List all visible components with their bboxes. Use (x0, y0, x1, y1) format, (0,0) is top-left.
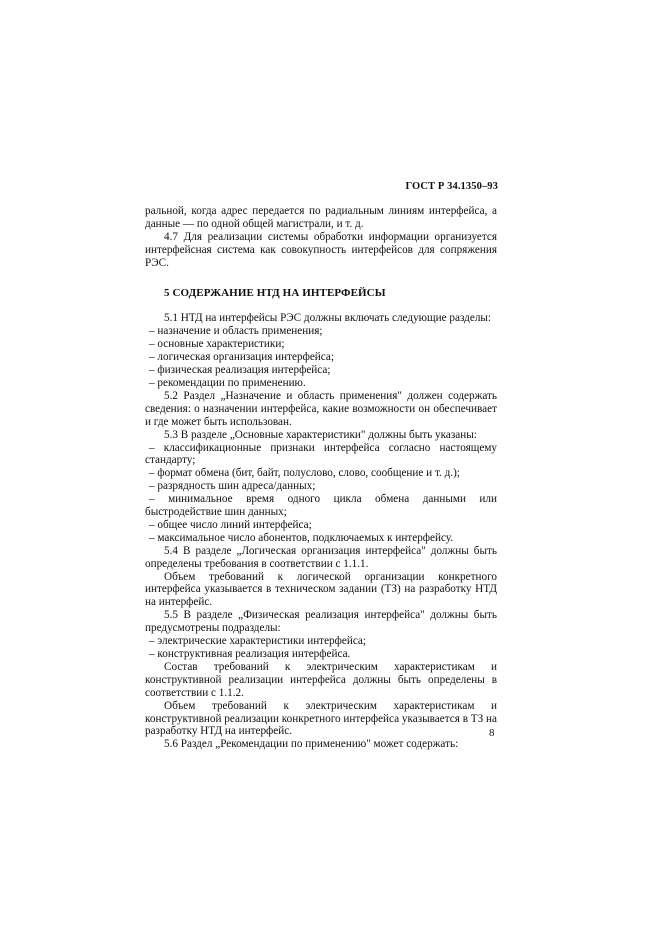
paragraph: 5.5 В разделе „Физическая реализация интерфейса" должны быть предусмотрены подразделы: (145, 609, 497, 635)
page-body (145, 205, 497, 751)
paragraph: 4.7 Для реализации системы обработки информации организуется интерфейсная система как совокупность интерфейсов для сопряжения РЭС. (145, 230, 497, 269)
list-item: – назначение и область применения; (149, 325, 323, 338)
paragraph: 5.2 Раздел „Назначение и область применения" должен содержать сведения: о назначении интерфейса, какие возможности он обеспечивает и где может быть использован. (145, 389, 497, 428)
page-number: 8 (489, 727, 495, 739)
paragraph: 5.3 В разделе „Основные характеристики" должны быть указаны: (164, 428, 477, 441)
paragraph: Объем требований к логической организации конкретного интерфейса указывается в техническом задании (ТЗ) на разработку НТД на интерфейс. (145, 570, 497, 609)
list-item: – физическая реализация интерфейса; (149, 364, 331, 377)
list-item: – минимальное время одного цикла обмена данными или быстродействие шин данных; (145, 493, 497, 519)
list-item: – электрические характеристики интерфейса; (149, 635, 367, 648)
list-item: – основные характеристики; (149, 338, 285, 351)
paragraph: 5.1 НТД на интерфейсы РЭС должны включать следующие разделы: (164, 312, 492, 325)
paragraph: Объем требований к электрическим характеристикам и конструктивной реализации конкретного интерфейса указывается в ТЗ на разработку НТД на интерфейс. (145, 699, 497, 738)
paragraph: 5.6 Раздел „Рекомендации по применению" может содержать: (164, 738, 459, 751)
list-item: – логическая организация интерфейса; (149, 351, 334, 364)
list-item: – общее число линий интерфейса; (149, 518, 312, 531)
list-item: – формат обмена (бит, байт, полуслово, слово, сообщение и т. д.); (149, 467, 460, 480)
paragraph: ральной, когда адрес передается по радиальным линиям интерфейса, а данные — по одной общей магистрали, и т. д. (145, 205, 497, 230)
paragraph: Состав требований к электрическим характеристикам и конструктивной реализации интерфейса должны быть определены в соответствии с 1.1.2. (145, 660, 497, 699)
list-item: – конструктивная реализация интерфейса. (149, 648, 351, 660)
document-code-header: ГОСТ Р 34.1350–93 (405, 181, 498, 192)
list-item: – разрядность шин адреса/данных; (149, 480, 316, 493)
section-heading: 5 СОДЕРЖАНИЕ НТД НА ИНТЕРФЕЙСЫ (164, 286, 386, 299)
list-item: – максимальное число абонентов, подключаемых к интерфейсу. (149, 531, 454, 544)
list-item: – рекомендации по применению. (149, 376, 306, 389)
paragraph: 5.4 В разделе „Логическая организация интерфейса" должны быть определены требования в соответствии с 1.1.1. (145, 544, 497, 570)
list-item: – классификационные признаки интерфейса согласно настоящему стандарту; (145, 441, 497, 467)
